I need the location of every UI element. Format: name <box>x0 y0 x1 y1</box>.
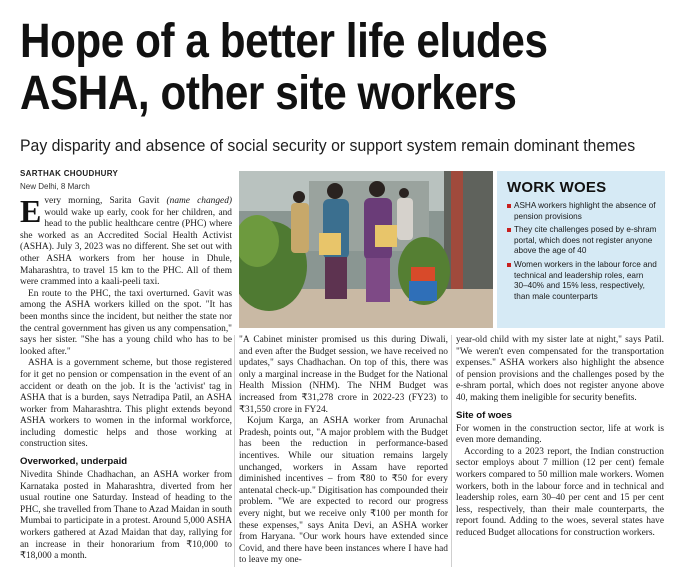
subheadline: Pay disparity and absence of social security or support system remain dominant themes <box>20 136 636 155</box>
dateline: New Delhi, 8 March <box>20 182 90 191</box>
work-woes-sidebar <box>497 171 665 328</box>
headline <box>20 16 592 120</box>
article-column-3 <box>456 335 664 540</box>
article-paragraph: According to a 2023 report, the Indian construction sector employs about 7 million (12 per cent) female workers compared to 50 million male workers. Women workers, both in the labour force and in technical and leadership roles, earn 30–40 per cent and 15 per cent less, respectively, than their male counterparts, the report found. Adding to the woes, several states have reduced Budget allocations for construction workers. <box>456 446 664 538</box>
article-paragraph: Nivedita Shinde Chadhachan, an ASHA worker from Karnataka posted in Maharashtra, diverted from her usual routine one Saturday. Instead of heading to the PHC, she travelled from Thane to Azad Maidan in south Mumbai to participate in a protest. Around 5,000 ASHA workers gathered at Azad Maidan that day, rallying for an increase in their honorarium from ₹10,000 to ₹18,000 a month. <box>20 470 232 562</box>
asha-workers-photo-illustration <box>239 171 493 328</box>
article-paragraph: Kojum Karga, an ASHA worker from Arunachal Pradesh, points out, "A major problem with the Budget has been the reduction in performance-based incentives. While our situation remains largely unchanged, workers in Assam have reported diminished incentives – from ₹80 to ₹50 for every antenatal check-up." Digitisation has compounded their problem. "We are expected to record our progress every night, but we receive only ₹100 per month for these expenses," says Anita Devi, an ASHA worker from Haryana. "Our work hours have extended since Covid, and there have been instances where I have had to leave my one- <box>239 416 448 566</box>
article-paragraph: Every morning, Sarita Gavit (name changed) would wake up early, cook for her children, and head to the public healthcare centre (PHC) where she worked as an Accredited Social Health Activist (ASHA). July 3, 2023 was no different. She set out with other ASHA workers from her house in Dhule, Maharashtra, to travel 15 km to the PHC. All of them were crammed into a kaali-peeli taxi. <box>20 193 233 288</box>
column-divider <box>234 335 235 567</box>
sidebar-item: They cite challenges posed by e-shram portal, which does not register anyone above the age of 40 <box>507 225 659 257</box>
article-column-1 <box>20 193 233 563</box>
sidebar-item: ASHA workers highlight the absence of pension provisions <box>507 201 659 222</box>
article-paragraph: En route to the PHC, the taxi overturned. Gavit was among the ASHA workers killed on the spot. "It has been months since the incident, but neither the state nor the central government has given us any compensation," says her sister. "She has a young child who has to be looked after." <box>20 288 232 357</box>
news-photo <box>239 171 493 328</box>
byline-author: SARTHAK CHOUDHURY <box>20 169 119 178</box>
article-paragraph: year-old child with my sister late at night," says Patil. "We weren't even compensated for the transportation expenses." ASHA workers also highlight the absence of pension provisions and the challenges posed by the e-shram portal, which does not register anyone above 40, making them ineligible for security benefits. <box>456 335 664 403</box>
sidebar-title: WORK WOES <box>507 179 607 196</box>
article-paragraph: "A Cabinet minister promised us this during Diwali, and even after the Budget session, we have received no updates," says Chadhachan. On top of this, there was only a marginal increase in the Budget for the National Health Mission (NHM). The NHM Budget was increased from ₹31,278 crore in 2022-23 (FY23) to ₹31,550 crore in FY24. <box>239 335 448 415</box>
headline-line-1: Hope of a better life eludes <box>20 15 548 68</box>
section-heading: Site of woes <box>456 409 512 421</box>
sidebar-list <box>497 201 665 302</box>
section-heading: Overworked, underpaid <box>20 456 128 468</box>
article-paragraph: For women in the construction sector, life at work is even more demanding. <box>456 423 664 446</box>
headline-line-2: ASHA, other site workers <box>20 67 517 120</box>
article-column-2 <box>239 335 448 567</box>
sidebar-item: Women workers in the labour force and technical and leadership roles, earn 30–40% and 15% less, respectively, than male counterparts <box>507 260 659 302</box>
column-divider <box>451 335 452 567</box>
article-paragraph: ASHA is a government scheme, but those registered for it get no pension or compensation in the event of an accident or death on the job. It is the 'activist' tag in ASHA that is a burden, says Netradipa Patil, an ASHA worker from Maharashtra. This plight extends beyond ASHA workers to women in the informal workforce, including domestic helps and those working at construction sites. <box>20 358 232 450</box>
drop-cap: E <box>20 193 42 229</box>
